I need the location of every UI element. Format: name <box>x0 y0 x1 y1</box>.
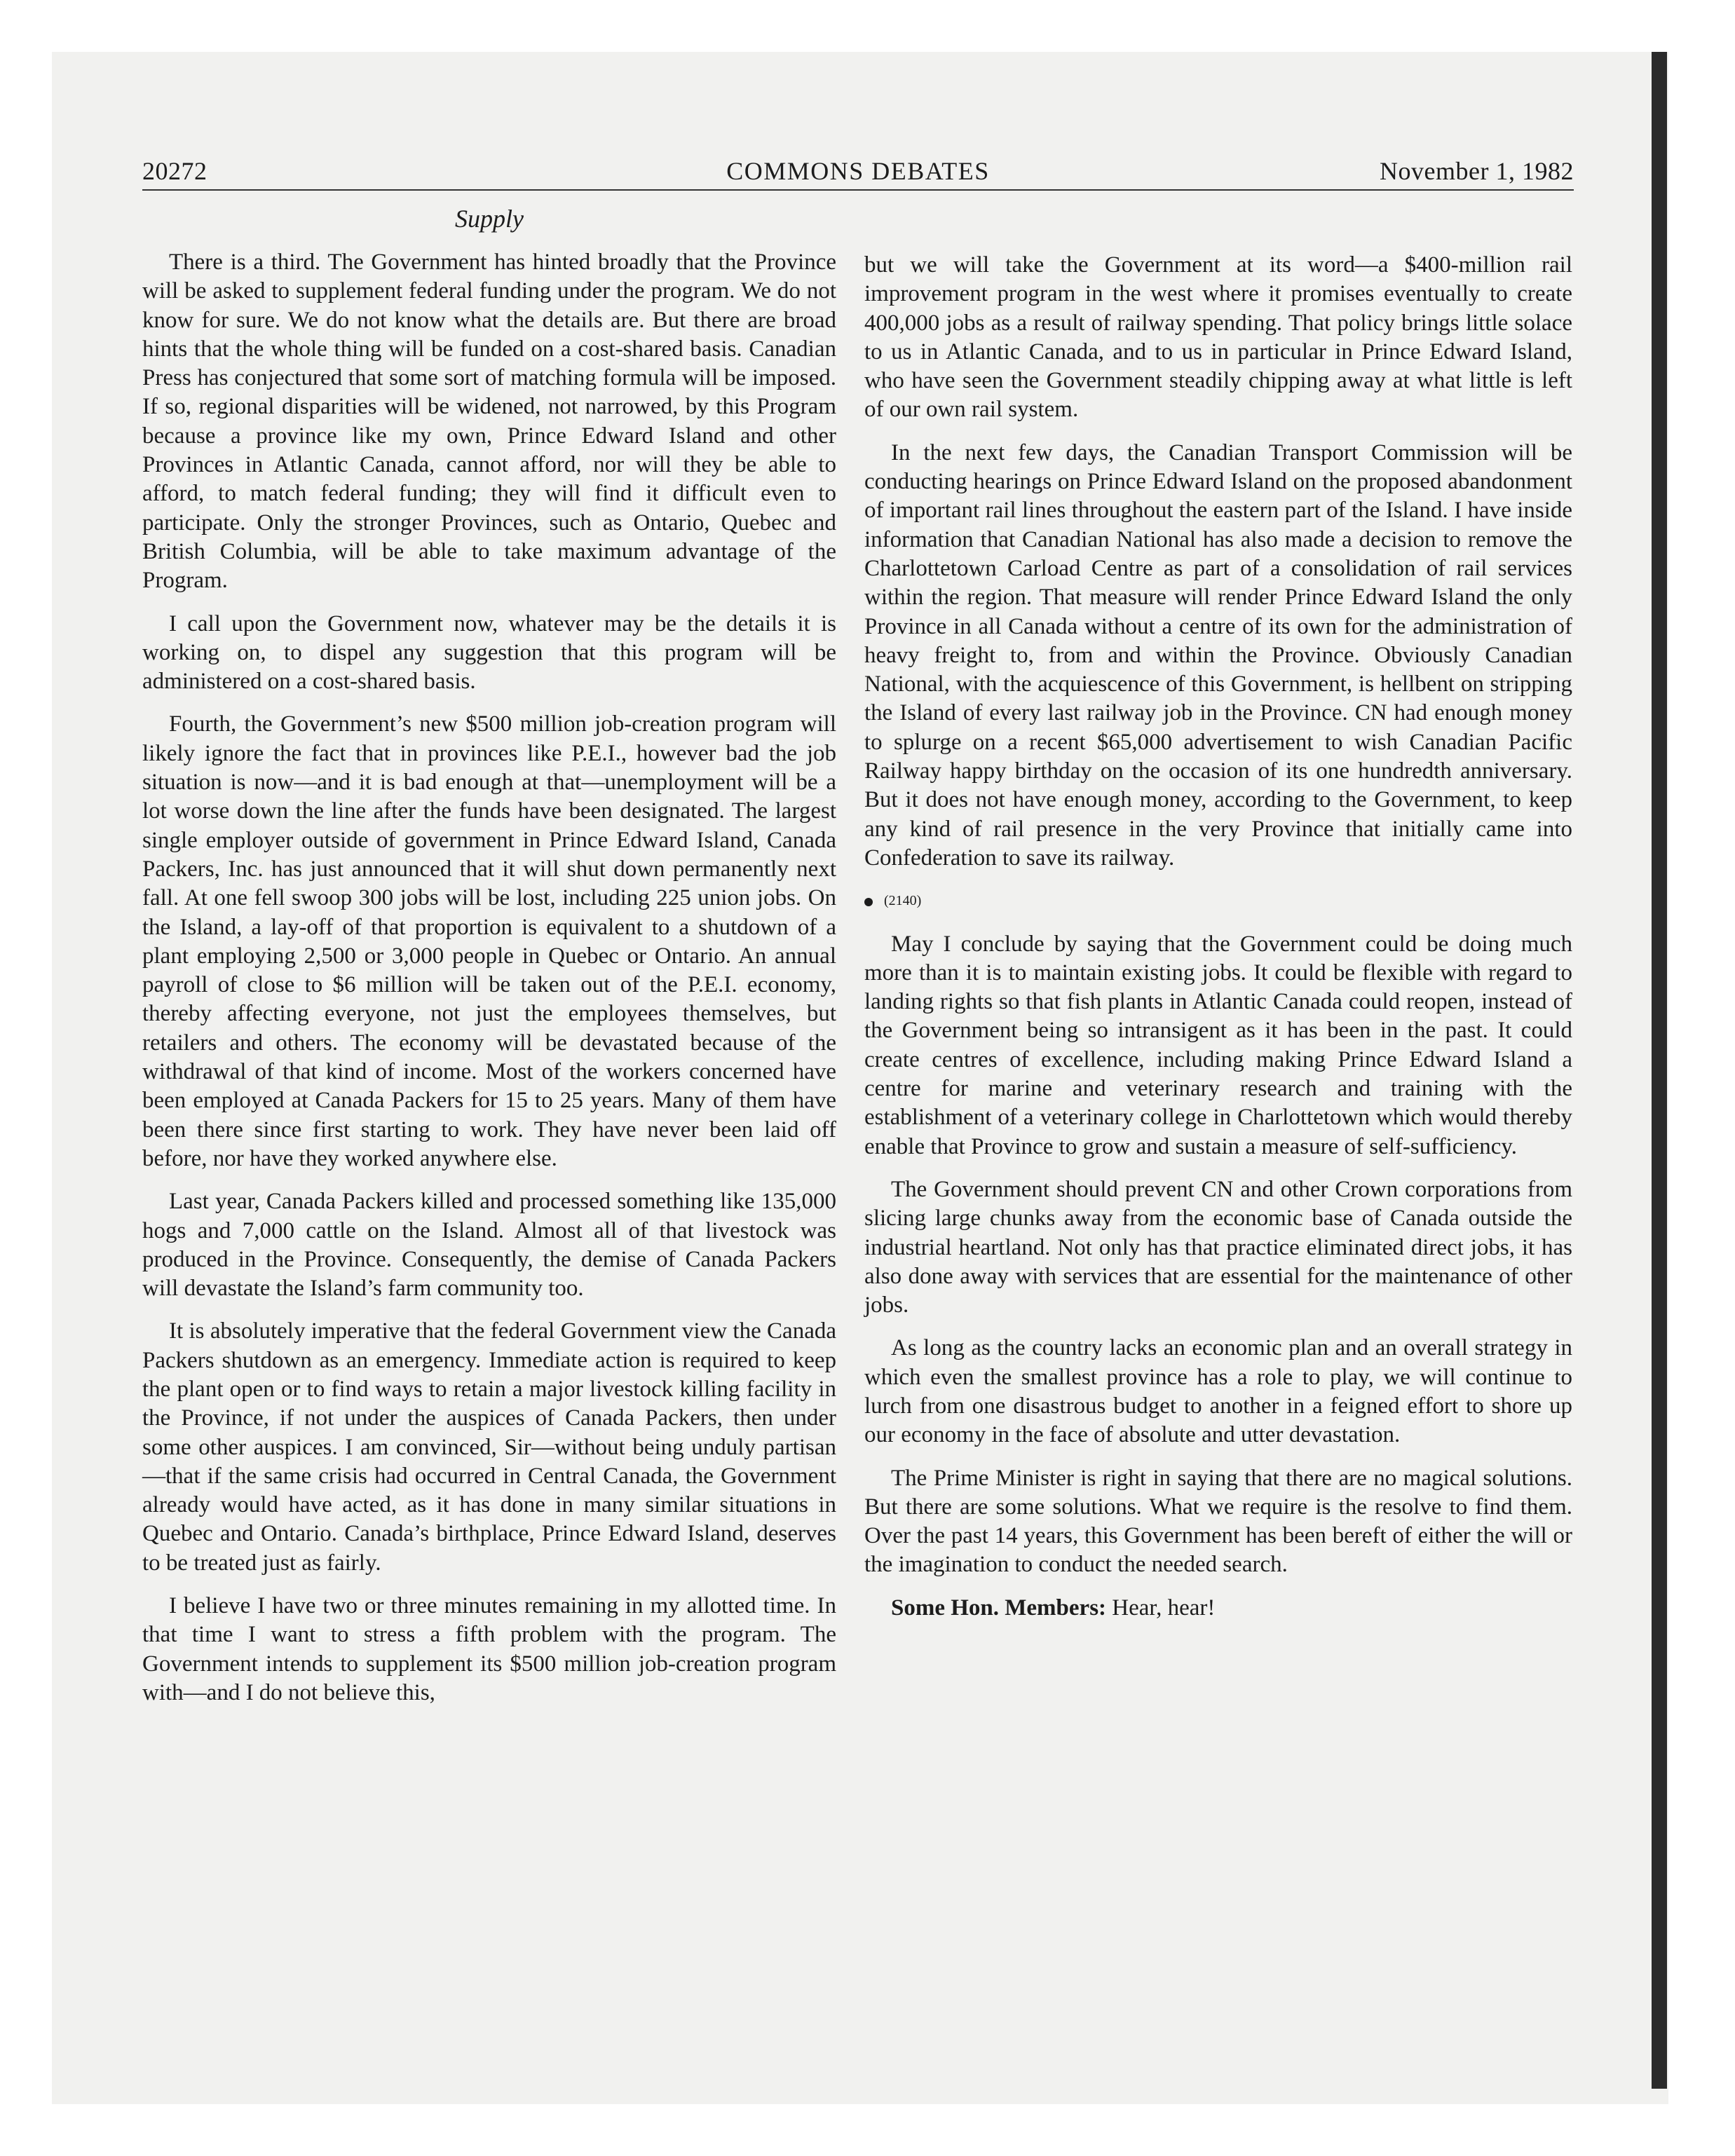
paragraph: As long as the country lacks an economic plan and an overall strategy in which even the smallest province has a role to play, we will continue to lurch from one disastrous budget to another in a feigned effort to shore up our economy in the face of absolute and utter devastation. <box>864 1335 1572 1448</box>
paragraph: In the next few days, the Canadian Transport Commission will be conducting hearings on Prince Edward Island on the proposed abandonment of important rail lines throughout the eastern part of the Island. I have inside information that Canadian National has also made a decision to remove the Charlottetown Carload Centre as part of a consolidation of rail services within the region. That measure will render Prince Edward Island the only Province in all Canada without a centre of its own for the administration of heavy freight to, from and within the Province. Obviously Canadian National, with the acquiescence of this Government, is hellbent on stripping the Island of every last railway job in the Province. CN had enough money to splurge on a recent $65,000 advertisement to wish Canadian Pacific Railway happy birthday on the occasion of its one hundredth anniversary. But it does not have enough money, according to the Government, to keep any kind of rail presence in the very Province that initially came into Confederation to save its railway. <box>864 439 1572 871</box>
paragraph: There is a third. The Government has hinted broadly that the Province will be asked to supplement federal funding under the program. We do not know for sure. We do not know what the details are. But there are broad hints that the whole thing will be funded on a cost-shared basis. Canadian Press has conjectured that some sort of matching formula will be imposed. If so, regional disparities will be widened, not narrowed, by this Program because a province like my own, Prince Edward Island and other Provinces in Atlantic Canada, cannot afford, nor will they be able to afford, to match federal funding; they will find it difficult even to participate. Only the stronger Provinces, such as Ontario, Quebec and British Columbia, will be able to take maximum advantage of the Program. <box>142 250 836 594</box>
paragraph: but we will take the Government at its word—a $400-million rail improvement program in the west where it promises eventually to create 400,000 jobs as a result of railway spending. That policy brings little solace to us in Atlantic Canada, and to us in particular in Prince Edward Island, who have seen the Government steadily chipping away at what little is left of our own rail system. <box>864 252 1572 423</box>
time-marker <box>864 887 1572 915</box>
paragraph: Last year, Canada Packers killed and processed something like 135,000 hogs and 7,000 cattle on the Island. Almost all of that livestock was produced in the Province. Consequently, the demise of Canada Packers will devastate the Island’s farm community too. <box>142 1189 836 1302</box>
header-rule <box>142 189 1574 191</box>
paragraph: Fourth, the Government’s new $500 million job-creation program will likely ignore the fact that in provinces like P.E.I., however bad the job situation is now—and it is bad enough at that—unemployment will be a lot worse down the line after the funds have been designated. The largest single employer outside of government in Prince Edward Island, Canada Packers, Inc. has just announced that it will shut down permanently next fall. At one fell swoop 300 jobs will be lost, including 225 union jobs. On the Island, a lay-off of that proportion is equivalent to a shutdown of a plant employing 2,500 or 3,000 people in Quebec or Ontario. An annual payroll of close to $6 million will be taken out of the P.E.I. economy, thereby affecting everyone, not just the employees themselves, but retailers and others. The economy will be devastated because of the withdrawal of that kind of income. Most of the workers concerned have been employed at Canada Packers for 15 to 25 years. Many of them have been there since first starting to work. They have never been laid off before, nor have they worked anywhere else. <box>142 711 836 1171</box>
paragraph: The Government should prevent CN and other Crown corporations from slicing large chunks away from the economic base of Canada outside the industrial heartland. Not only has that practice eliminated direct jobs, it has also done away with services that are essential for the maintenance of other jobs. <box>864 1176 1572 1318</box>
page-header <box>142 153 1574 189</box>
paragraph: I believe I have two or three minutes remaining in my allotted time. In that time I want to stress a fifth problem with the program. The Government intends to supplement its $500 million job-creation program with—and I do not believe this, <box>142 1593 836 1705</box>
paragraph: It is absolutely imperative that the federal Government view the Canada Packers shutdown as an emergency. Immediate action is required to keep the plant open or to find ways to retain a major livestock killing facility in the Province, if not under the auspices of Canada Packers, then under some other auspices. I am convinced, Sir—without being unduly partisan—that if the same crisis had occurred in Central Canada, the Government already would have acted, as it has done in many similar situations in Quebec and Ontario. Canada’s birthplace, Prince Edward Island, deserves to be treated just as fairly. <box>142 1318 836 1576</box>
left-column <box>142 248 836 1721</box>
paragraph: I call upon the Government now, whatever may be the details it is working on, to dispel any suggestion that this program will be administered on a cost-shared basis. <box>142 610 836 695</box>
speaker-label: Some Hon. Members: <box>891 1595 1107 1621</box>
section-heading: Supply <box>455 205 524 233</box>
closing-remark <box>864 1594 1572 1623</box>
scan-edge <box>1652 52 1667 2089</box>
page-number: 20272 <box>142 157 207 185</box>
speaker-text: Hear, hear! <box>1106 1595 1216 1621</box>
right-column <box>864 251 1572 1637</box>
bullet-icon <box>864 898 873 906</box>
time-marker-label: (2140) <box>884 893 922 909</box>
paragraph: The Prime Minister is right in saying that there are no magical solutions. But there are some solutions. What we require is the resolve to find them. Over the past 14 years, this Government has been bereft of either the will or the imagination to conduct the needed search. <box>864 1465 1572 1578</box>
page-date: November 1, 1982 <box>1380 157 1574 185</box>
publication-title: COMMONS DEBATES <box>726 157 990 185</box>
paragraph: May I conclude by saying that the Government could be doing much more than it is to maintain existing jobs. It could be flexible with regard to landing rights so that fish plants in Atlantic Canada could reopen, instead of the Government being so intransigent as it has been in the past. It could create centres of excellence, including making Prince Edward Island a centre for marine and veterinary research and training with the establishment of a veterinary college in Charlottetown which would thereby enable that Province to grow and sustain a measure of self-sufficiency. <box>864 931 1572 1159</box>
